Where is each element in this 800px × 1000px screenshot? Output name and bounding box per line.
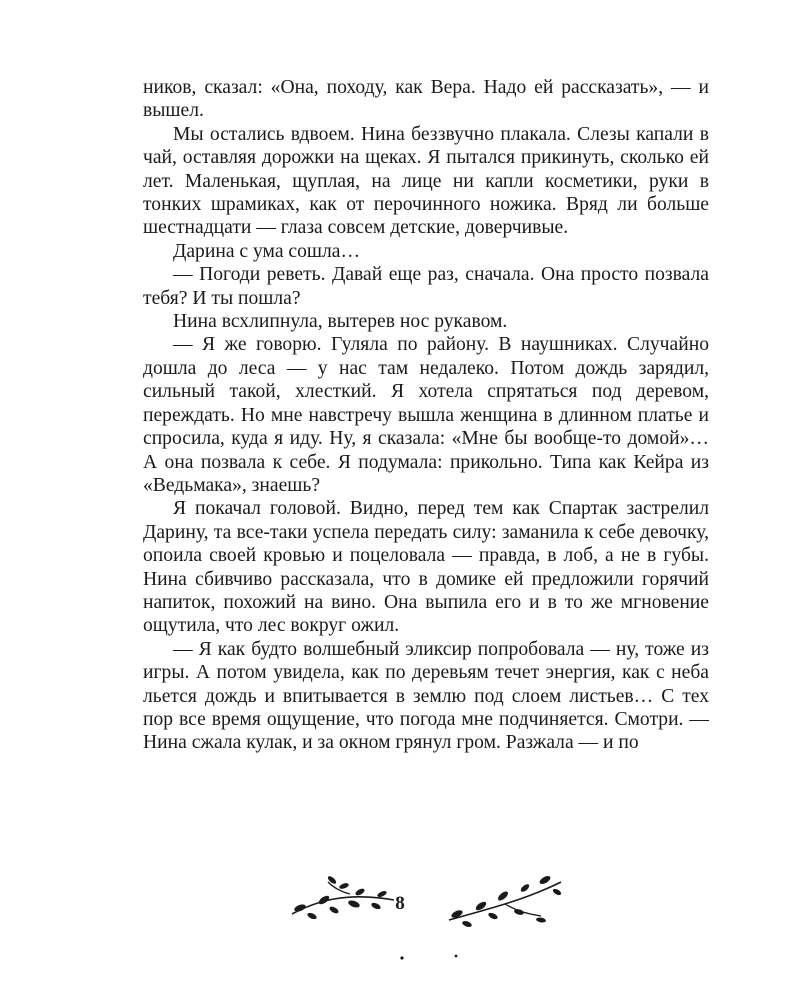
- decorative-dots-icon: [398, 950, 468, 964]
- paragraph-1: ников, сказал: «Она, походу, как Вера. Надо ей рассказать», — и вышел.: [143, 77, 709, 122]
- paragraph-7: Я покачал головой. Видно, перед тем как Спартак застрелил Дарину, та все-таки успела передать силу: заманила к себе девочку, опоила своей кровью и поцеловала — правда, в лоб, а не в губы. Нина сбивчиво рассказала, что в домике ей предложили горячий напиток, похожий на вино. Она выпила его и в то же мгновение ощутила, что лес вокруг ожил.: [143, 498, 709, 637]
- leaf-ornament-right-icon: [445, 870, 565, 930]
- page-body-text: [143, 76, 709, 755]
- page-number: 8: [395, 893, 405, 914]
- paragraph-2: Мы остались вдвоем. Нина беззвучно плакала. Слезы капали в чай, оставляя дорожки на щеках. Я пытался прикинуть, сколько ей лет. Маленькая, щуплая, на лице ни капли косметики, руки в тонких шрамиках, как от перочинного ножика. Вряд ли больше шестнадцати — глаза совсем детские, доверчивые.: [143, 123, 709, 239]
- page-footer: [0, 872, 800, 962]
- paragraph-4: — Погоди реветь. Давай еще раз, сначала. Она просто позвала тебя? И ты пошла?: [143, 264, 709, 309]
- paragraph-6: — Я же говорю. Гуляла по району. В наушниках. Случайно дошла до леса — у нас там недалеко. Потом дождь зарядил, сильный такой, хлесткий. Я хотела спрятаться под деревом, переждать. Но мне навстречу вышла женщина в длинном платье и спросила, куда я иду. Ну, я сказала: «Мне бы вообще-то домой»… А она позвала к себе. Я подумала: прикольно. Типа как Кейра из «Ведьмака», знаешь?: [143, 334, 709, 496]
- paragraph-5: Нина всхлипнула, вытерев нос рукавом.: [173, 311, 508, 333]
- paragraph-8: — Я как будто волшебный эликсир попробовала — ну, тоже из игры. А потом увидела, как по деревьям течет энергия, как с неба льется дождь и впитывается в землю под слоем листьев… С тех пор все время ощущение, что погода мне подчиняется. Смотри. — Нина сжала кулак, и за окном грянул гром. Разжала — и по: [143, 638, 709, 754]
- paragraph-3: Дарина с ума сошла…: [173, 240, 361, 262]
